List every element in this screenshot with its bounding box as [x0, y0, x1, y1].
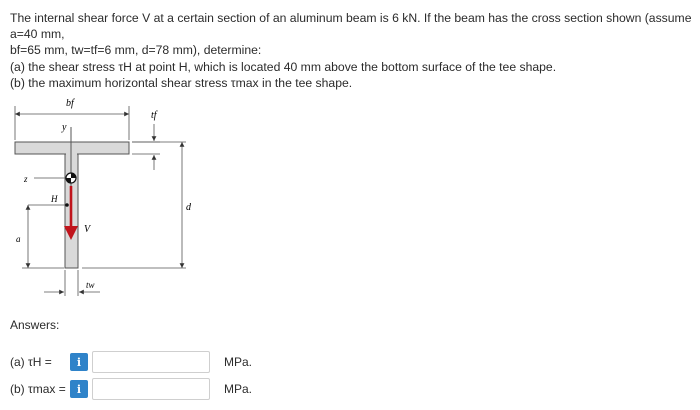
answer-row-a — [10, 349, 252, 375]
answer-b-label: (b) τmax = — [10, 382, 66, 396]
answer-row-b — [10, 376, 252, 402]
answer-a-label: (a) τH = — [10, 355, 52, 369]
info-icon[interactable]: i — [70, 353, 88, 371]
label-tw: tw — [86, 280, 95, 290]
label-z: z — [24, 174, 28, 184]
point-H — [65, 203, 69, 207]
label-H: H — [51, 194, 58, 204]
label-bf: bf — [66, 98, 74, 109]
answer-a-unit: MPa. — [224, 355, 253, 369]
label-y: y — [62, 122, 67, 133]
answer-b-input[interactable] — [92, 378, 210, 400]
answer-a-input[interactable] — [92, 351, 210, 373]
label-d: d — [186, 202, 191, 213]
answer-b-unit: MPa. — [224, 382, 253, 396]
problem-line-1: The internal shear force V at a certain section of an aluminum beam is 6 kN. If the beam has the cross section shown (assume a=40 mm, — [10, 11, 692, 42]
label-a: a — [16, 234, 21, 244]
info-icon[interactable]: i — [70, 380, 88, 398]
problem-line-4: (b) the maximum horizontal shear stress τmax in the tee shape. — [10, 75, 353, 90]
problem-line-2: bf=65 mm, tw=tf=6 mm, d=78 mm), determine: — [10, 43, 262, 58]
answers-heading: Answers: — [10, 318, 60, 332]
label-tf: tf — [151, 110, 157, 121]
label-V: V — [84, 224, 91, 235]
problem-line-3: (a) the shear stress τH at point H, which is located 40 mm above the bottom surface of the tee shape. — [10, 59, 557, 74]
problem-statement — [10, 10, 698, 91]
flange — [15, 142, 129, 154]
tee-section-figure — [8, 92, 218, 307]
